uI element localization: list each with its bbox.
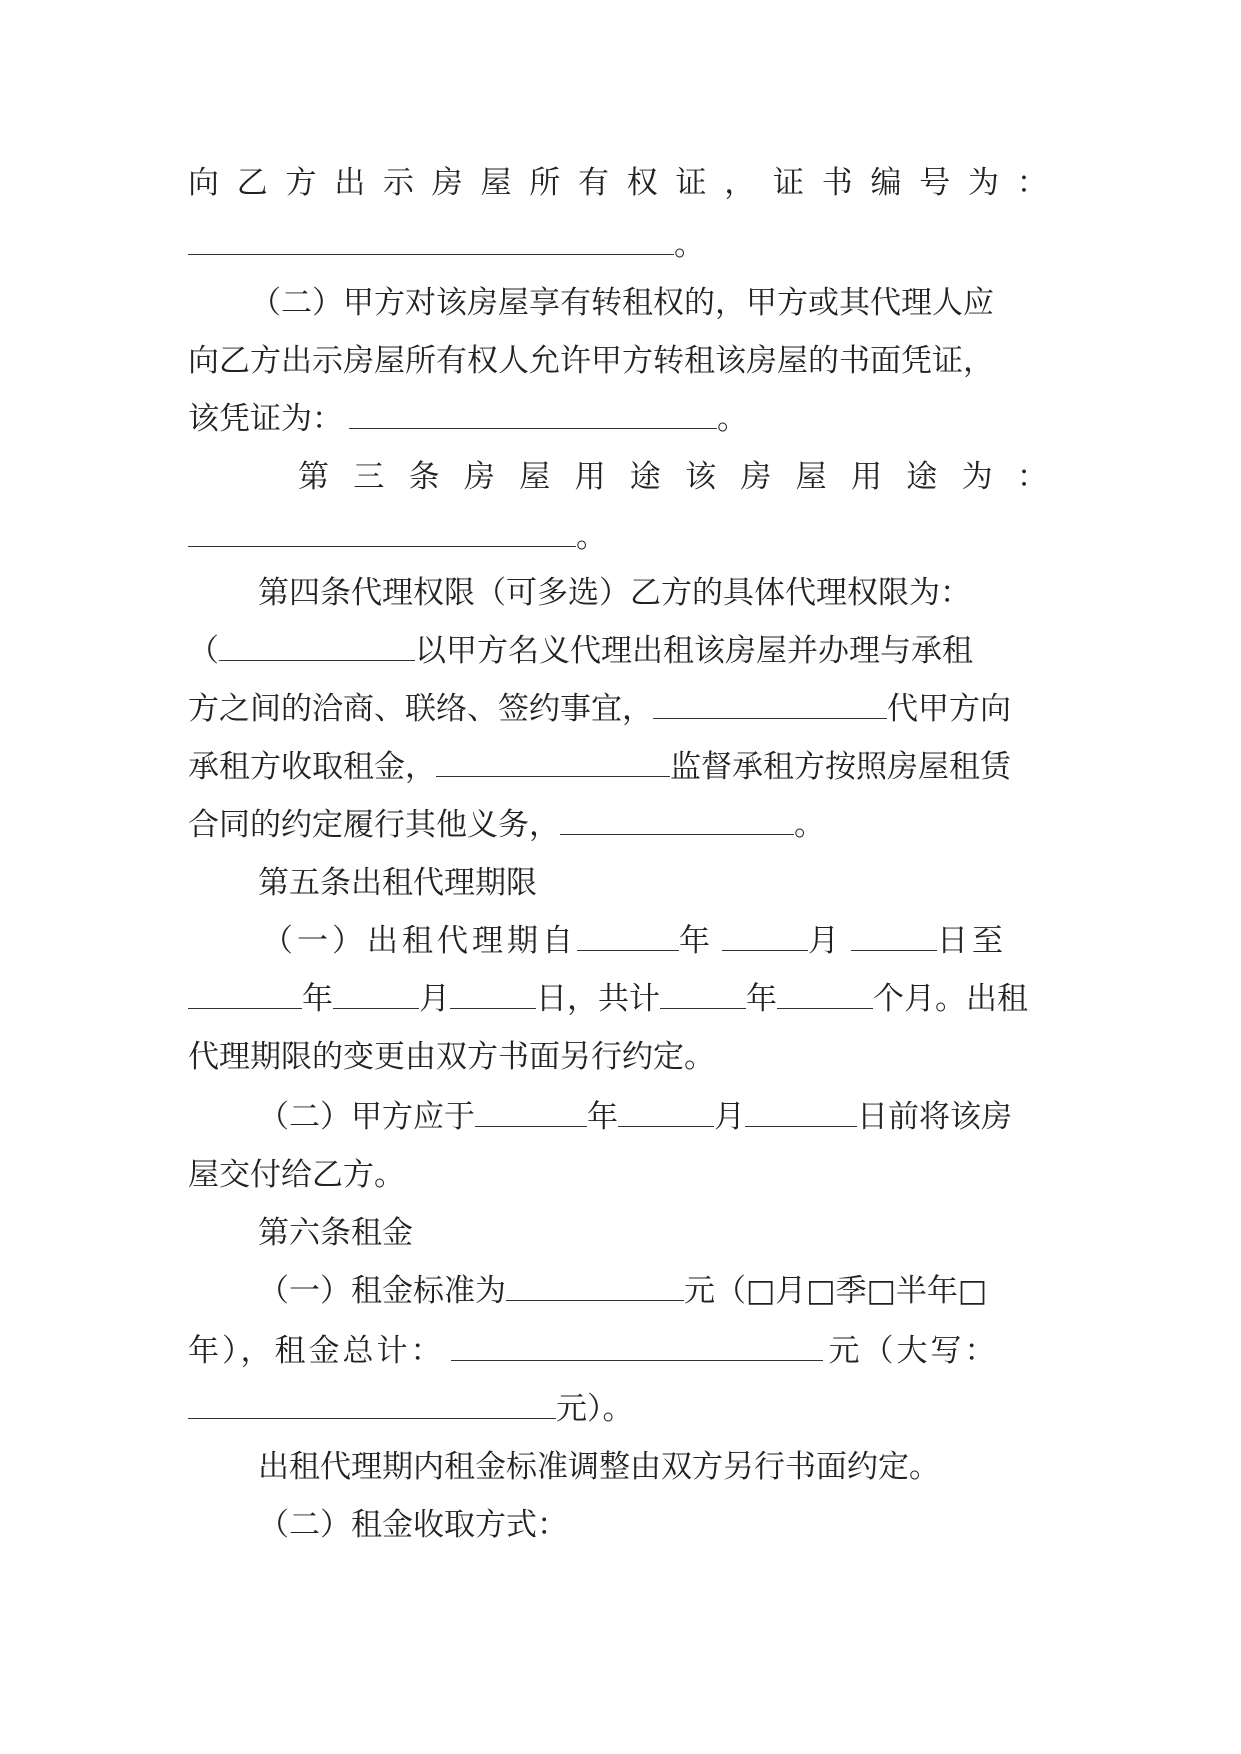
fill-blank-proof[interactable]	[349, 398, 717, 429]
doc-line-16	[188, 1034, 1048, 1080]
doc-line-17	[188, 1094, 1048, 1140]
paragraph-text: 元（大写：	[828, 1333, 999, 1369]
char: ，	[724, 165, 756, 201]
doc-line-7	[188, 514, 1048, 560]
doc-line-19	[188, 1210, 1048, 1256]
paragraph-text: 向乙方出示房屋所有权人允许甲方转租该房屋的书面凭证，	[188, 343, 994, 379]
doc-line-22	[188, 1386, 1048, 1432]
fill-blank-authority-3[interactable]	[436, 746, 670, 777]
doc-line-15	[188, 976, 1048, 1022]
doc-line-13	[188, 860, 1048, 906]
char: 房	[463, 459, 495, 495]
fill-blank-delivery-month[interactable]	[618, 1096, 714, 1127]
paragraph-text: （一）租金标准为	[258, 1273, 506, 1309]
char: 房	[740, 459, 772, 495]
char: 三	[353, 459, 385, 495]
paragraph-text: （二）甲方对该房屋享有转租权的，甲方或其代理人应	[250, 285, 994, 321]
doc-line-9	[188, 628, 1048, 674]
paragraph-text: 月	[419, 981, 450, 1017]
section-heading: 第六条租金	[258, 1215, 413, 1251]
char: 证	[773, 165, 804, 201]
doc-line-14	[262, 918, 1048, 964]
fill-blank-authority-2[interactable]	[653, 688, 887, 719]
char: 号	[919, 165, 951, 201]
char: 方	[285, 165, 317, 201]
char: 编	[870, 165, 902, 201]
paragraph-text: 日前将该房	[857, 1099, 1012, 1135]
char: 途	[629, 459, 661, 495]
fill-blank-rent-total-uppercase[interactable]	[188, 1388, 556, 1419]
paragraph-text: 该凭证为：	[188, 401, 343, 437]
paragraph-text: 日至	[937, 923, 1007, 959]
char: 屋	[480, 165, 512, 201]
char: 示	[383, 165, 414, 201]
line-end-punct: 元）。	[556, 1391, 634, 1427]
fill-blank-rent-total[interactable]	[451, 1330, 823, 1361]
paragraph-text: 合同的约定履行其他义务，	[188, 807, 560, 843]
doc-line-10	[188, 686, 1048, 732]
paragraph-text: 第四条代理权限（可多选）乙方的具体代理权限为：	[258, 575, 971, 611]
paragraph-text: 屋交付给乙方。	[188, 1157, 405, 1193]
paragraph-text: 年），租金总计：	[188, 1333, 445, 1369]
fill-blank-delivery-day[interactable]	[745, 1096, 857, 1127]
paragraph-text: 出租代理期内租金标准调整由双方另行书面约定。	[258, 1449, 940, 1485]
char: 第	[298, 459, 329, 495]
char: 出	[334, 165, 366, 201]
char: 为	[961, 459, 993, 495]
paragraph-text: 月	[808, 923, 843, 959]
doc-line-3	[188, 280, 1048, 326]
line-end-punct: 。	[717, 401, 748, 437]
fill-blank-total-years[interactable]	[660, 978, 746, 1009]
fill-blank-start-month[interactable]	[722, 920, 808, 951]
char: 权	[626, 165, 658, 201]
char: 用	[850, 459, 882, 495]
line-end-punct: 。	[674, 227, 705, 263]
char: 屋	[795, 459, 827, 495]
doc-line-4	[188, 338, 1048, 384]
doc-line-2	[188, 222, 1048, 268]
paragraph-text: （	[188, 633, 219, 669]
paragraph-text: 月	[714, 1099, 745, 1135]
paragraph-text: 代理期限的变更由双方书面另行约定。	[188, 1039, 715, 1075]
fill-blank-start-year[interactable]	[577, 920, 679, 951]
paragraph-text: （一）出租代理期自	[262, 923, 577, 959]
doc-line-1	[188, 160, 1048, 206]
doc-line-23	[188, 1444, 1048, 1490]
char: 证	[675, 165, 707, 201]
fill-blank-certificate-number[interactable]	[188, 224, 674, 255]
paragraph-text: 方之间的洽商、联络、签约事宜，	[188, 691, 653, 727]
paragraph-text: 承租方收取租金，	[188, 749, 436, 785]
char: 该	[685, 459, 717, 495]
paragraph-text: 年	[679, 923, 714, 959]
fill-blank-authority-1[interactable]	[219, 630, 415, 661]
char: 所	[529, 165, 561, 201]
fill-blank-authority-4[interactable]	[560, 804, 794, 835]
fill-blank-end-month[interactable]	[333, 978, 419, 1009]
char: 有	[578, 165, 609, 201]
char: 条	[408, 459, 440, 495]
char: 房	[431, 165, 463, 201]
fill-blank-total-months[interactable]	[777, 978, 873, 1009]
line-end-punct: 。	[794, 807, 825, 843]
paragraph-text: 代甲方向	[887, 691, 1011, 727]
doc-line-24	[188, 1502, 1048, 1548]
doc-line-5	[188, 396, 1048, 442]
char: 乙	[236, 165, 268, 201]
char: ：	[1016, 459, 1048, 495]
fill-blank-usage[interactable]	[188, 516, 576, 547]
char: 途	[906, 459, 938, 495]
paragraph-text: 年	[587, 1099, 618, 1135]
doc-line-8	[188, 570, 1048, 616]
char: 向	[188, 165, 219, 201]
fill-blank-start-day[interactable]	[851, 920, 937, 951]
doc-line-20	[188, 1268, 1048, 1314]
line-end-punct: 。	[576, 519, 607, 555]
paragraph-text: 个月。出租	[873, 981, 1028, 1017]
doc-line-6	[298, 454, 1048, 500]
doc-line-21	[188, 1328, 1048, 1374]
section-heading: 第五条出租代理期限	[258, 865, 537, 901]
char: 用	[574, 459, 606, 495]
fill-blank-delivery-year[interactable]	[475, 1096, 587, 1127]
doc-line-11	[188, 744, 1048, 790]
doc-line-18	[188, 1152, 1048, 1198]
char: 书	[821, 165, 853, 201]
doc-line-12	[188, 802, 1048, 848]
char: ：	[1016, 165, 1048, 201]
paragraph-text: （二）甲方应于	[258, 1099, 475, 1135]
char: 屋	[519, 459, 551, 495]
paragraph-text: 年	[746, 981, 777, 1017]
fill-blank-end-year[interactable]	[188, 978, 302, 1009]
paragraph-text: 年	[302, 981, 333, 1017]
paragraph-text: 以甲方名义代理出租该房屋并办理与承租	[415, 633, 973, 669]
char: 为	[968, 165, 999, 201]
paragraph-text: （二）租金收取方式：	[258, 1507, 568, 1543]
paragraph-text: 日，共计	[536, 981, 660, 1017]
paragraph-text: 元（□月□季□半年□	[684, 1273, 988, 1309]
paragraph-text: 监督承租方按照房屋租赁	[670, 749, 1011, 785]
fill-blank-end-day[interactable]	[450, 978, 536, 1009]
fill-blank-rent-rate[interactable]	[506, 1270, 684, 1301]
